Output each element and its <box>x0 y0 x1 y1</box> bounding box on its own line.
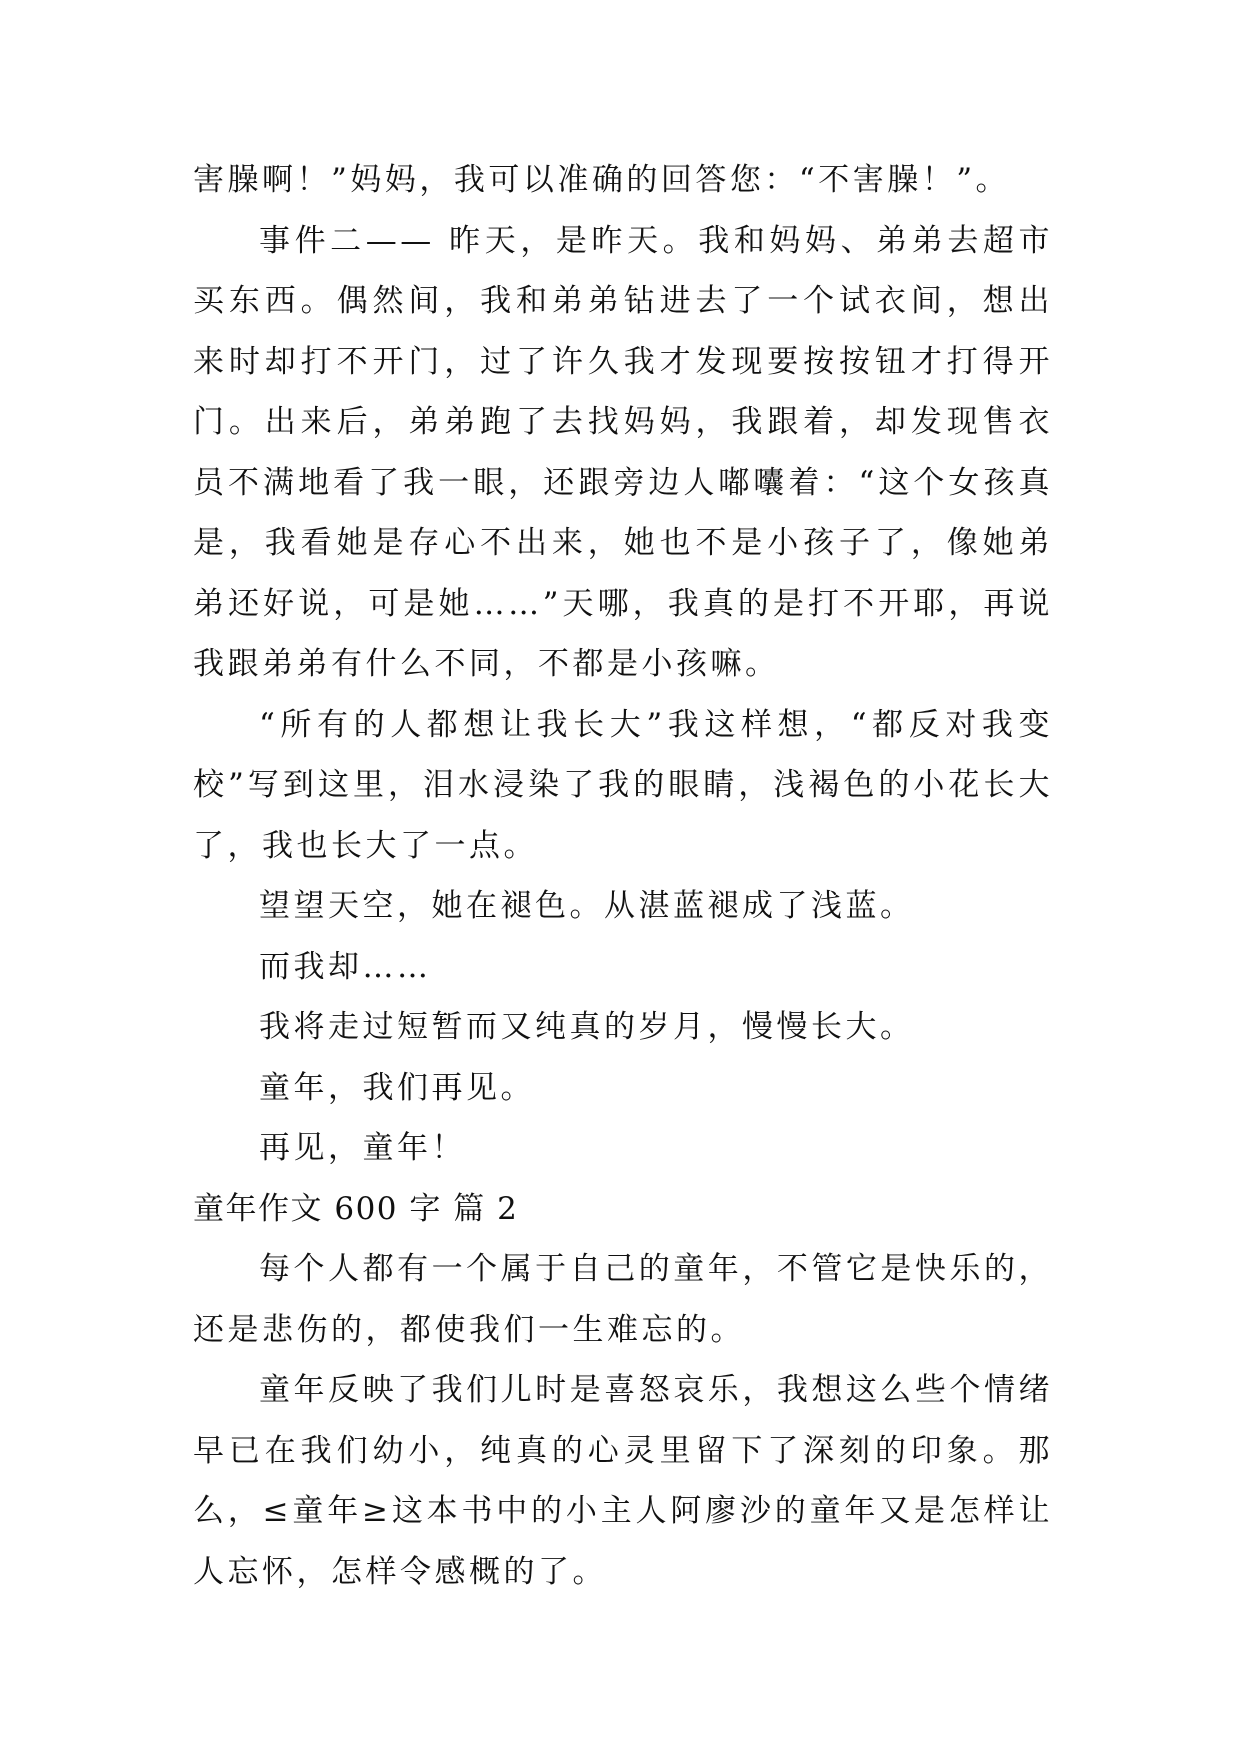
paragraph: 童年反映了我们儿时是喜怒哀乐，我想这么些个情绪早已在我们幼小，纯真的心灵里留下了深刻的印象。那么，≤童年≥这本书中的小主人阿廖沙的童年又是怎样让人忘怀，怎样令感概的了。 <box>193 1372 1053 1590</box>
paragraph: “所有的人都想让我长大”我这样想，“都反对我变校”写到这里，泪水浸染了我的眼睛，浅褐色的小花长大了，我也长大了一点。 <box>193 706 1053 864</box>
paragraph: 而我却…… <box>259 948 432 985</box>
paragraph: 害臊啊！”妈妈，我可以准确的回答您：“不害臊！”。 <box>193 162 1011 198</box>
paragraph: 我将走过短暂而又纯真的岁月，慢慢长大。 <box>259 1009 915 1045</box>
paragraph: 每个人都有一个属于自己的童年，不管它是快乐的，还是悲伤的，都使我们一生难忘的。 <box>193 1251 1053 1348</box>
paragraph: 再见，童年！ <box>259 1130 466 1166</box>
document-body <box>193 150 1053 1602</box>
paragraph: 望望天空，她在褪色。从湛蓝褪成了浅蓝。 <box>259 888 915 924</box>
paragraph: 事件二—— 昨天，是昨天。我和妈妈、弟弟去超市买东西。偶然间，我和弟弟钻进去了一个试衣间，想出来时却打不开门，过了许久我才发现要按按钮才打得开门。出来后，弟弟跑了去找妈妈，我跟着，却发现售衣员不满地看了我一眼，还跟旁边人嘟囔着：“这个女孩真是，我看她是存心不出来，她也不是小孩子了，像她弟弟还好说，可是她……”天哪，我真的是打不开耶，再说我跟弟弟有什么不同，不都是小孩嘛。 <box>193 222 1053 682</box>
paragraph: 童年，我们再见。 <box>259 1069 535 1106</box>
section-heading: 童年作文 600 字 篇 2 <box>193 1190 519 1227</box>
